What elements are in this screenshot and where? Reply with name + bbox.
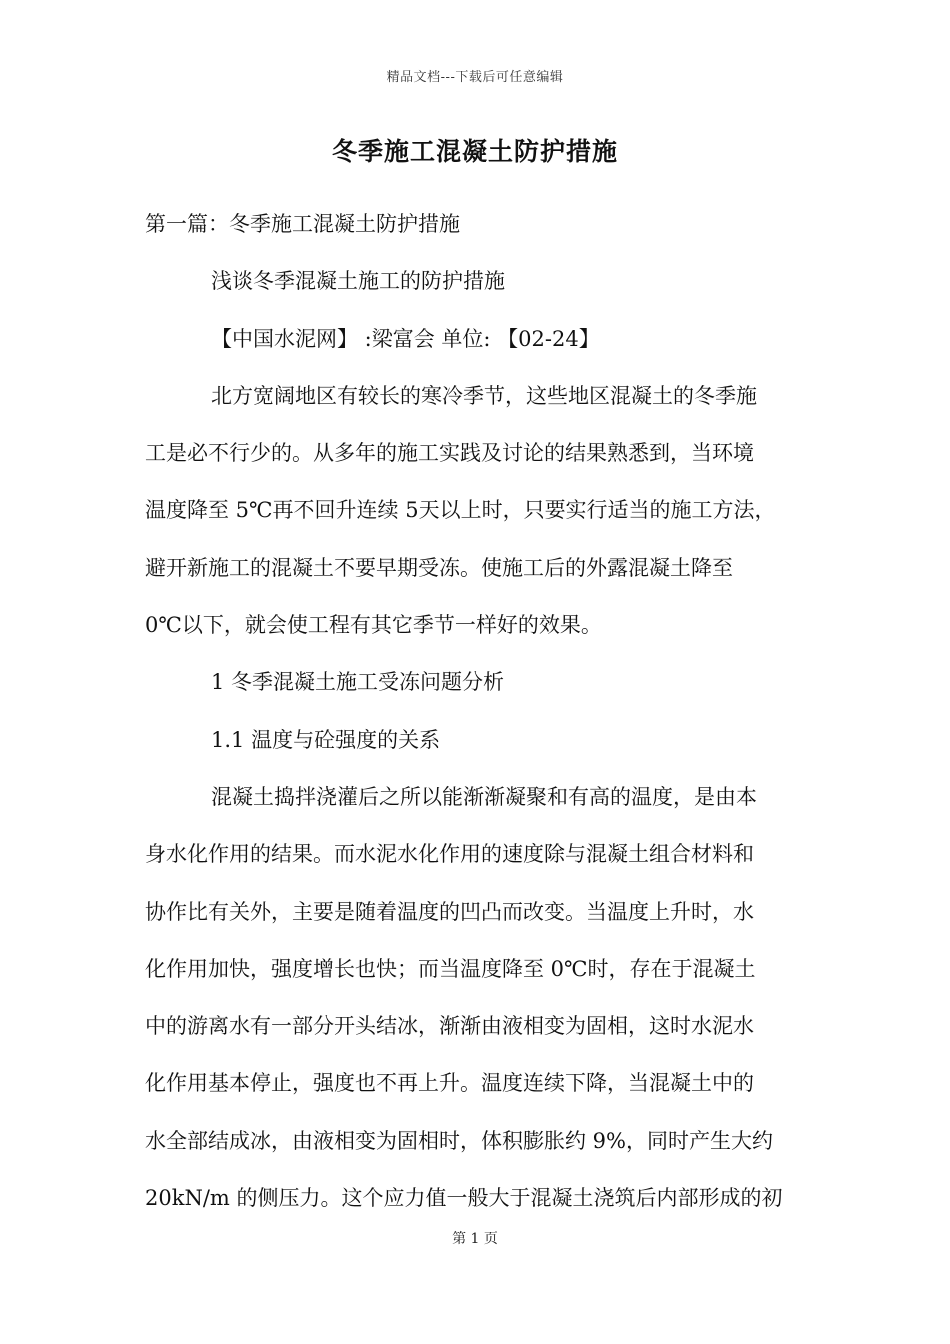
section-heading: 第一篇：冬季施工混凝土防护措施: [145, 212, 460, 236]
paragraph-line: 身水化作用的结果。而水泥水化作用的速度除与混凝土组合材料和: [145, 842, 754, 867]
paragraph-line: 化作用基本停止，强度也不再上升。温度连续下降，当混凝土中的: [145, 1071, 754, 1096]
page-number: 第 1 页: [452, 1231, 498, 1247]
paragraph-line: 化作用加快，强度增长也快；而当温度降至 0℃时，存在于混凝土: [145, 956, 756, 981]
paragraph-line: 混凝土捣拌浇灌后之所以能渐渐凝聚和有高的温度，是由本: [211, 784, 757, 809]
paragraph-line: 工是必不行少的。从多年的施工实践及讨论的结果熟悉到，当环境: [145, 441, 754, 466]
document-body: [145, 196, 813, 1227]
header-note: 精品文档---下载后可任意编辑: [386, 70, 564, 85]
subsection-heading: 1 冬季混凝土施工受冻问题分析: [211, 670, 505, 695]
paragraph-line: 协作比有关外，主要是随着温度的凹凸而改变。当温度上升时，水: [145, 899, 754, 924]
article-source: 【中国水泥网】 :梁富会 单位: 【02-24】: [211, 326, 600, 351]
paragraph-line: 20kN/m 的侧压力。这个应力值一般大于混凝土浇筑后内部形成的初: [145, 1186, 783, 1211]
document-title: 冬季施工混凝土防护措施: [331, 137, 618, 166]
paragraph-line: 中的游离水有一部分开头结冰，渐渐由液相变为固相，这时水泥水: [145, 1014, 754, 1039]
paragraph-line: 水全部结成冰，由液相变为固相时，体积膨胀约 9%，同时产生大约: [145, 1128, 773, 1153]
paragraph-line: 北方宽阔地区有较长的寒冷季节，这些地区混凝土的冬季施: [211, 383, 757, 408]
paragraph-line: 温度降至 5℃再不回升连续 5天以上时，只要实行适当的施工方法，: [145, 498, 776, 523]
subsection-heading: 1.1 温度与砼强度的关系: [211, 727, 441, 752]
paragraph-line: 0℃以下，就会使工程有其它季节一样好的效果。: [145, 613, 602, 638]
article-title: 浅谈冬季混凝土施工的防护措施: [211, 269, 505, 294]
paragraph-line: 避开新施工的混凝土不要早期受冻。使施工后的外露混凝土降至: [145, 555, 733, 580]
